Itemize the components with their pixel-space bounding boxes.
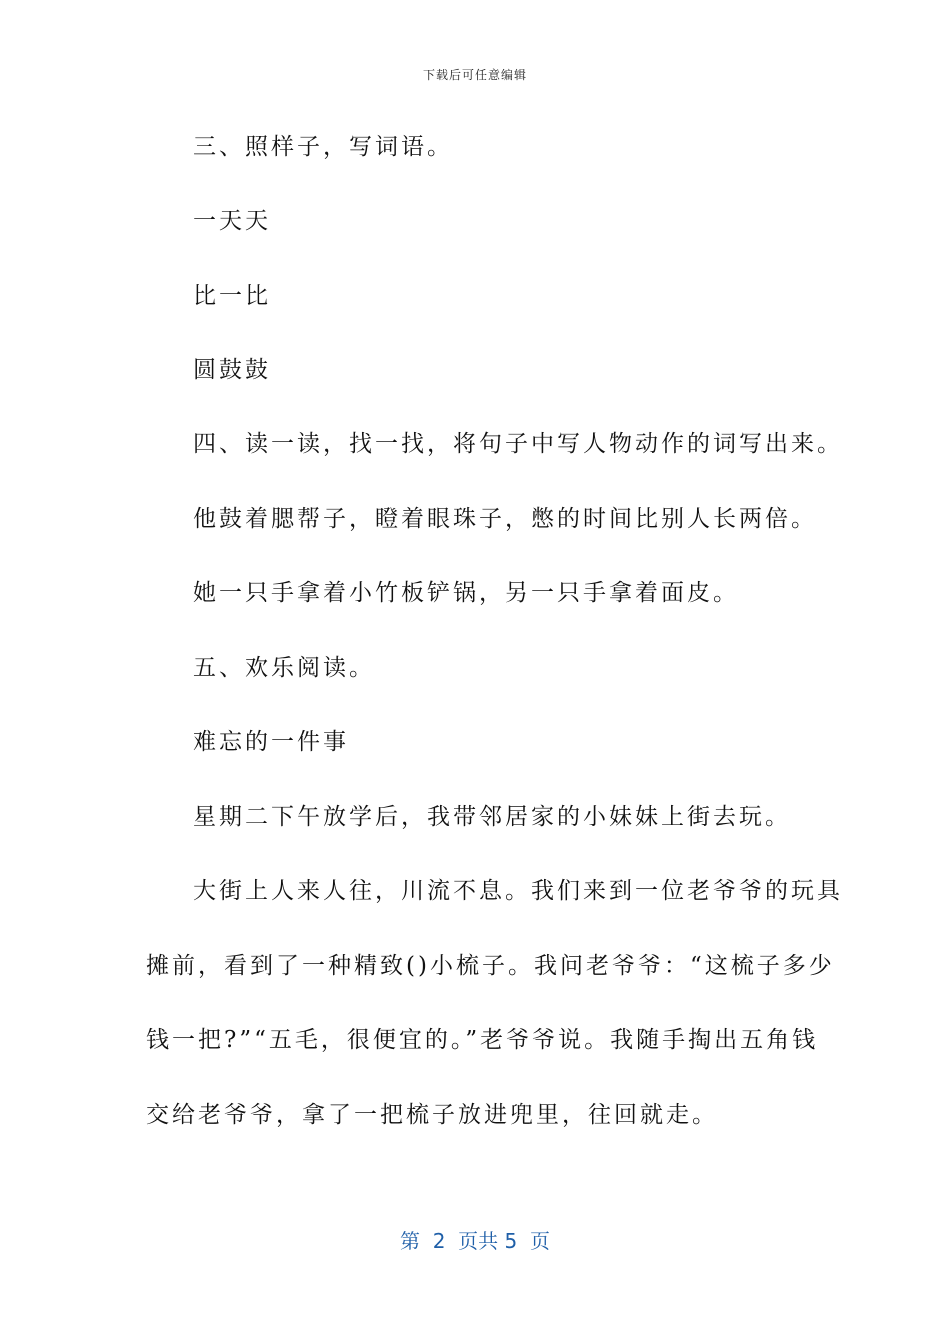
exercise-5-heading: 五、欢乐阅读。 [193,655,375,681]
page-header: 下载后可任意编辑 [422,68,527,82]
word-example-2: 比一比 [193,283,271,309]
exercise-3-heading: 三、照样子，写词语。 [193,134,453,160]
word-example-1: 一天天 [193,208,271,234]
reading-paragraph-2-line-2: 摊前，看到了一种精致()小梳子。我问老爷爷：“这梳子多少 [146,953,835,979]
footer-page-number: 2 [432,1229,446,1253]
reading-paragraph-2-line-1: 大街上人来人往，川流不息。我们来到一位老爷爷的玩具 [193,878,843,904]
sentence-1: 他鼓着腮帮子，瞪着眼珠子，憋的时间比别人长两倍。 [193,506,817,532]
footer-middle: 页共 [458,1229,499,1253]
footer-total-pages: 5 [504,1229,518,1253]
page-footer [0,1225,950,1254]
reading-paragraph-2-line-3: 钱一把?”“五毛，很便宜的。”老爷爷说。我随手掏出五角钱 [146,1027,819,1053]
exercise-4-heading: 四、读一读，找一找，将句子中写人物动作的词写出来。 [193,431,843,457]
footer-suffix: 页 [529,1229,550,1253]
sentence-2: 她一只手拿着小竹板铲锅，另一只手拿着面皮。 [193,580,739,606]
reading-paragraph-2-line-4: 交给老爷爷，拿了一把梳子放进兜里，往回就走。 [146,1102,718,1128]
reading-paragraph-1: 星期二下午放学后，我带邻居家的小妹妹上街去玩。 [193,804,791,830]
reading-title: 难忘的一件事 [193,729,349,755]
footer-prefix: 第 [400,1229,420,1253]
word-example-3: 圆鼓鼓 [193,357,271,383]
